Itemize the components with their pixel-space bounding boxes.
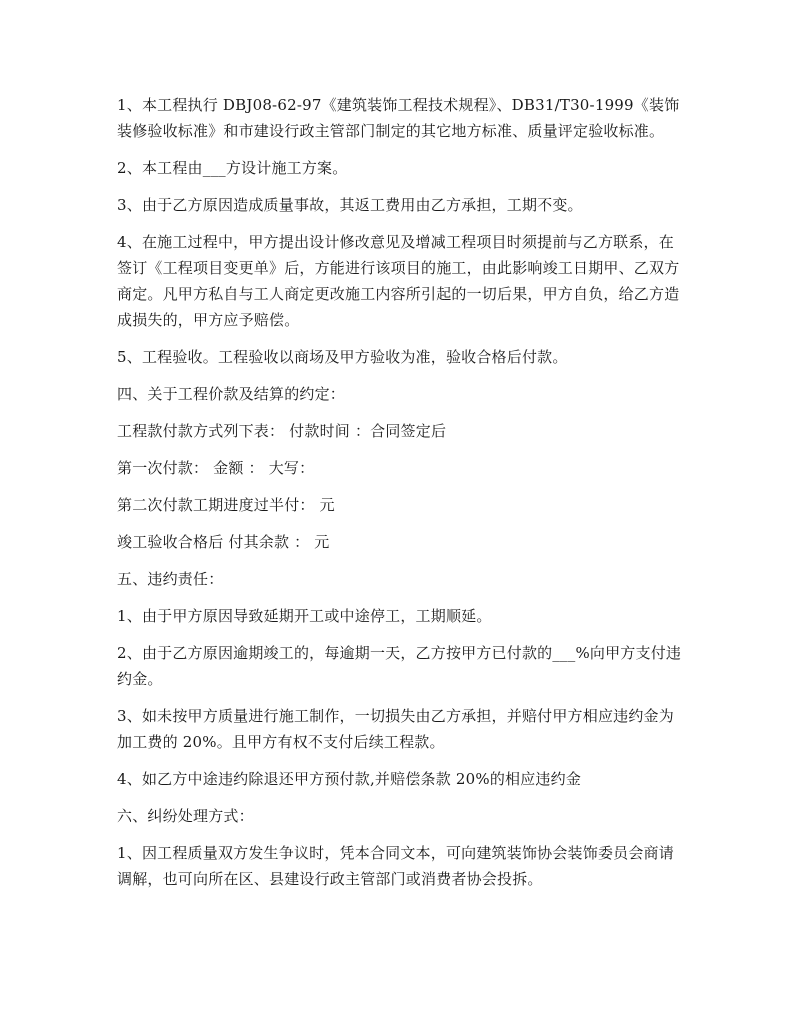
liability-clause-2: 2、由于乙方原因逾期竣工的，每逾期一天，乙方按甲方已付款的___%向甲方支付违约金。 xyxy=(117,644,682,688)
payment-method-line: 工程款付款方式列下表： 付款时间 ：合同签定后 xyxy=(117,422,447,440)
paragraph-clause-2: 2、本工程由___方设计施工方案。 xyxy=(117,159,348,177)
final-payment-line: 竣工验收合格后 付其余款 ： 元 xyxy=(117,533,330,551)
document-page xyxy=(117,92,689,903)
first-payment-line: 第一次付款： 金额 ： 大写： xyxy=(117,459,315,477)
section-heading-liability: 五、违约责任： xyxy=(117,570,224,588)
paragraph-clause-4: 4、在施工过程中，甲方提出设计修改意见及增减工程项目时须提前与乙方联系，在签订《工程项目变更单》后，方能进行该项目的施工，由此影响竣工日期甲、乙双方商定。凡甲方私自与工人商定更改施工内容所引起的一切后果，甲方自负，给乙方造成损失的，甲方应予赔偿。 xyxy=(117,233,680,329)
liability-clause-4: 4、如乙方中途违约除退还甲方预付款,并赔偿条款 20%的相应违约金 xyxy=(117,770,582,788)
paragraph-clause-3: 3、由于乙方原因造成质量事故，其返工费用由乙方承担，工期不变。 xyxy=(117,196,583,214)
second-payment-line: 第二次付款工期进度过半付： 元 xyxy=(117,496,335,514)
section-heading-dispute: 六、纠纷处理方式： xyxy=(117,807,254,825)
liability-clause-1: 1、由于甲方原因导致延期开工或中途停工，工期顺延。 xyxy=(117,607,492,625)
paragraph-clause-5: 5、工程验收。工程验收以商场及甲方验收为准，验收合格后付款。 xyxy=(117,348,568,366)
dispute-clause-1: 1、因工程质量双方发生争议时，凭本合同文本，可向建筑装饰协会装饰委员会商请调解，也可向所在区、县建设行政主管部门或消费者协会投拆。 xyxy=(117,844,674,888)
paragraph-clause-1: 1、本工程执行 DBJ08-62-97《建筑装饰工程技术规程》、DB31/T30-1999《装饰装修验收标准》和市建设行政主管部门制定的其它地方标准、质量评定验收标准。 xyxy=(117,96,680,140)
section-heading-payment: 四、关于工程价款及结算的约定： xyxy=(117,385,346,403)
liability-clause-3: 3、如未按甲方质量进行施工制作，一切损失由乙方承担，并赔付甲方相应违约金为加工费的 20%。且甲方有权不支付后续工程款。 xyxy=(117,707,674,751)
